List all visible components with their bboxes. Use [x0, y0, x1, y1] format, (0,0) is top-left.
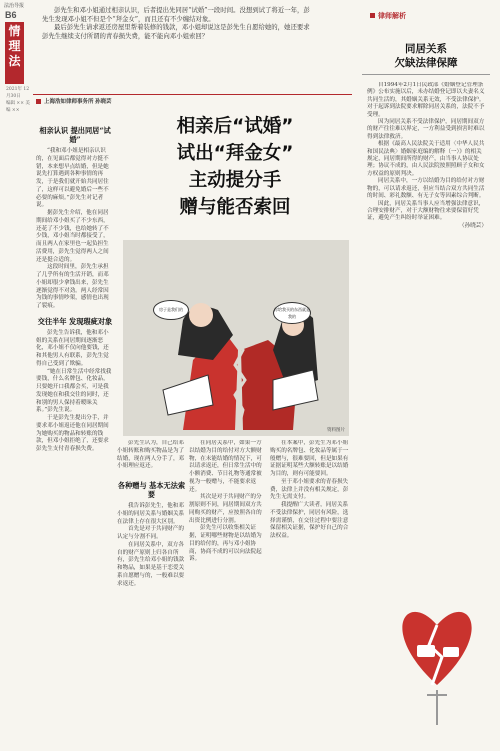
body-paragraph: 首先是对于共同财产的认定与分割不同。 [117, 526, 184, 540]
headline-line: 赠与能否索回 [179, 197, 291, 218]
article-column-2 [117, 440, 186, 746]
paper-name: 法治导报 [4, 3, 25, 9]
headline-line: 试出“拜金女” [176, 143, 294, 164]
article-column-1 [36, 120, 114, 746]
body-paragraph: “我和邓小姐是相亲认识的，在见面后都觉得对方挺不错，本来想早点结婚，但是她说先打算遇到各种事情的再发，于是我们就开始共同居住了，这样可以避免婚后一些不必要的麻烦。”彭先生对记者说。 [36, 148, 109, 209]
sidebar-headline-line: 欠缺法律保障 [394, 57, 458, 69]
sidebar-tag-label: 律师解析 [378, 13, 406, 20]
breakup-illustration [123, 240, 349, 436]
body-paragraph: 彭先生告诉我，他和邓小姐的关系在同居期间逐渐恶化，邓小姐不仅向他要钱，还和其他男人有联系，彭先生觉得自己受到了欺骗。 [36, 329, 109, 367]
sidebar-paragraph: 因为同居关系不受法律保护，同居期间双方的财产往往难以界定，一方利益受到损害时难以得到法律救济。 [367, 119, 485, 140]
sidebar-paragraph: 因此，同居关系当事人应当增强法律意识，合理安排财产，对于大额财物往来要保留好凭证，避免产生纠纷时举证困难。 [367, 200, 485, 222]
body-paragraph: 这段时间里，彭先生承担了几乎所有的生活开销，而邓小姐却很少拿钱出来，彭先生逐渐觉得不对劲。两人经常因为钱的事情吵架，感情也出现了裂痕。 [36, 264, 109, 309]
page-number: B6 [5, 10, 17, 20]
broken-heart-icon [387, 585, 487, 735]
body-paragraph: 在同居关系中，如果一方以结婚为目的给付对方大额财物，在未能结婚的情况下，可以请求返还，但日常生活中的小额消费、节日礼物等通常被视为一般赠与，不能要求返还。 [189, 440, 262, 493]
body-paragraph: 在同居关系中，双方各自的财产原则上归各自所有，彭先生给邓小姐的钱款和物品，如果是基于恋爱关系自愿赠与的，一般难以要求返还。 [117, 541, 185, 587]
body-paragraph: 据彭先生介绍，他在同居期间给邓小姐买了不少东西，还花了不少钱，也给她转了不少钱，邓小姐当时都接受了，而且两人在家里也一起负担生活费用，彭先生觉得两人之间还是挺合适的。 [36, 210, 109, 263]
body-paragraph: 我提醒广大读者，同居关系不受法律保护，同居有风险，选择需谨慎，在交往过程中要注意保留相关证据，保护好自己的合法权益。 [270, 502, 349, 539]
byline [36, 97, 112, 105]
body-paragraph: 于是彭先生提出分手，并要求邓小姐返还他在同居期间为她购买的物品和转账的钱款，但邓小姐拒绝了，还要求彭先生支付青春损失费。 [36, 415, 109, 452]
speech-bubble-right: 你给我买的东西就是我的 [273, 302, 311, 324]
headline-line: 主动提分手 [188, 170, 282, 191]
main-headline [121, 113, 349, 221]
byline-marker [36, 99, 41, 104]
byline-text: 上海浩如律师事务所 孙晓芸 [44, 99, 112, 105]
lede-paragraph: 最后彭先生请求返还房屋里帮着装修的钱款，邓小姐却说这是彭先生自愿给她的，她还要求彭先生继续支付所谓的青春损失费，能不能向邓小姐索回？ [42, 23, 310, 41]
lede [42, 6, 310, 41]
subheading: 相亲认识 提出同居“试婚” [39, 126, 111, 144]
sidebar-tag [370, 11, 406, 21]
sidebar-divider [362, 74, 490, 75]
body-paragraph: 其次是对于共同财产的分割原则不同，同居期间双方共同购买的财产，应按照各自的出资比例进行分割。 [189, 494, 262, 524]
tag-marker [370, 13, 375, 18]
section-title: 情理法 [8, 24, 21, 68]
issue-meta [6, 86, 30, 114]
sidebar-paragraph: 自1994年2月1日民政部《婚姻登记管理条例》公布实施以后，未办结婚登记即以夫妻名义共同生活的，其婚姻关系无效，不受法律保护。对于起诉到法院要求解除同居关系的，法院不予受理。 [367, 82, 485, 118]
lede-divider [33, 94, 352, 95]
headline-line: 相亲后“试婚” [176, 116, 294, 137]
speech-bubble-left: 房子是我们的 [153, 300, 189, 320]
lede-paragraph: 彭先生和邓小姐通过相亲认识，后者提出先同居“试婚”一段时间。没想到试了将近一年，彭先生发现邓小姐不但是个“拜金女”，而且还有不少缠结对象。 [42, 6, 310, 23]
article-column-3 [189, 440, 267, 746]
issue-date: 2021年 12月30日 [6, 87, 30, 99]
subheading: 交往半年 发现瑕疵对象 [37, 316, 113, 326]
body-paragraph: 至于邓小姐要求的青春损失费，法律上并没有相关规定，彭先生无需支付。 [270, 478, 349, 501]
sidebar-body [367, 82, 487, 672]
body-paragraph: “她在日常生活中经常找我要钱，什么名牌包、化妆品，只要她开口我都会买，可是我发现她在和我交往的同时，还和别的男人保持着暧昧关系。”彭先生说。 [36, 368, 112, 414]
sidebar-paragraph: 根据《最高人民法院关于适用〈中华人民共和国民法典〉婚姻家庭编的解释（一）》的相关规定，同居期间所得的财产，由当事人协议处理；协议不成的，由人民法院按照照顾子女和女方权益的原则判决。 [367, 141, 485, 177]
subheading: 各种赠与 基本无法索要 [117, 481, 186, 499]
image-credit: 资料图片 [327, 428, 345, 433]
illustration [123, 240, 349, 436]
sidebar-headline-line: 同居关系 [405, 43, 447, 55]
body-paragraph: 彭先生认为，自己给邓小姐转账和购买物品是为了结婚，现在两人分手了，邓小姐理应返还。 [117, 440, 185, 470]
sidebar-signature: （孙晓芸） [459, 222, 487, 229]
body-paragraph: 我告诉彭先生，他和邓小姐的同居关系与婚姻关系在法律上存在很大区别。 [117, 503, 185, 525]
editor-credit: 编辑 ×× 美编 ×× [6, 101, 30, 113]
sidebar-paragraph: 同居关系中，一方以结婚为目的给付对方财物的，可以请求返还，但应当结合双方共同生活的时间、彩礼数额、有无子女等因素综合判断。 [367, 178, 485, 200]
body-paragraph: 在本案中，彭先生为邓小姐购买的名牌包、化妆品等属于一般赠与，很难要回，但是如果有证据证明某些大额转账是以结婚为目的，则有可能要回。 [270, 440, 349, 477]
sidebar-headline [362, 42, 490, 70]
article-column-4 [270, 440, 350, 746]
body-paragraph: 彭先生可以收集相关证据，证明哪些财物是以结婚为目的给付的，再与邓小姐协商，协商不成的可以向法院起诉。 [189, 525, 262, 563]
